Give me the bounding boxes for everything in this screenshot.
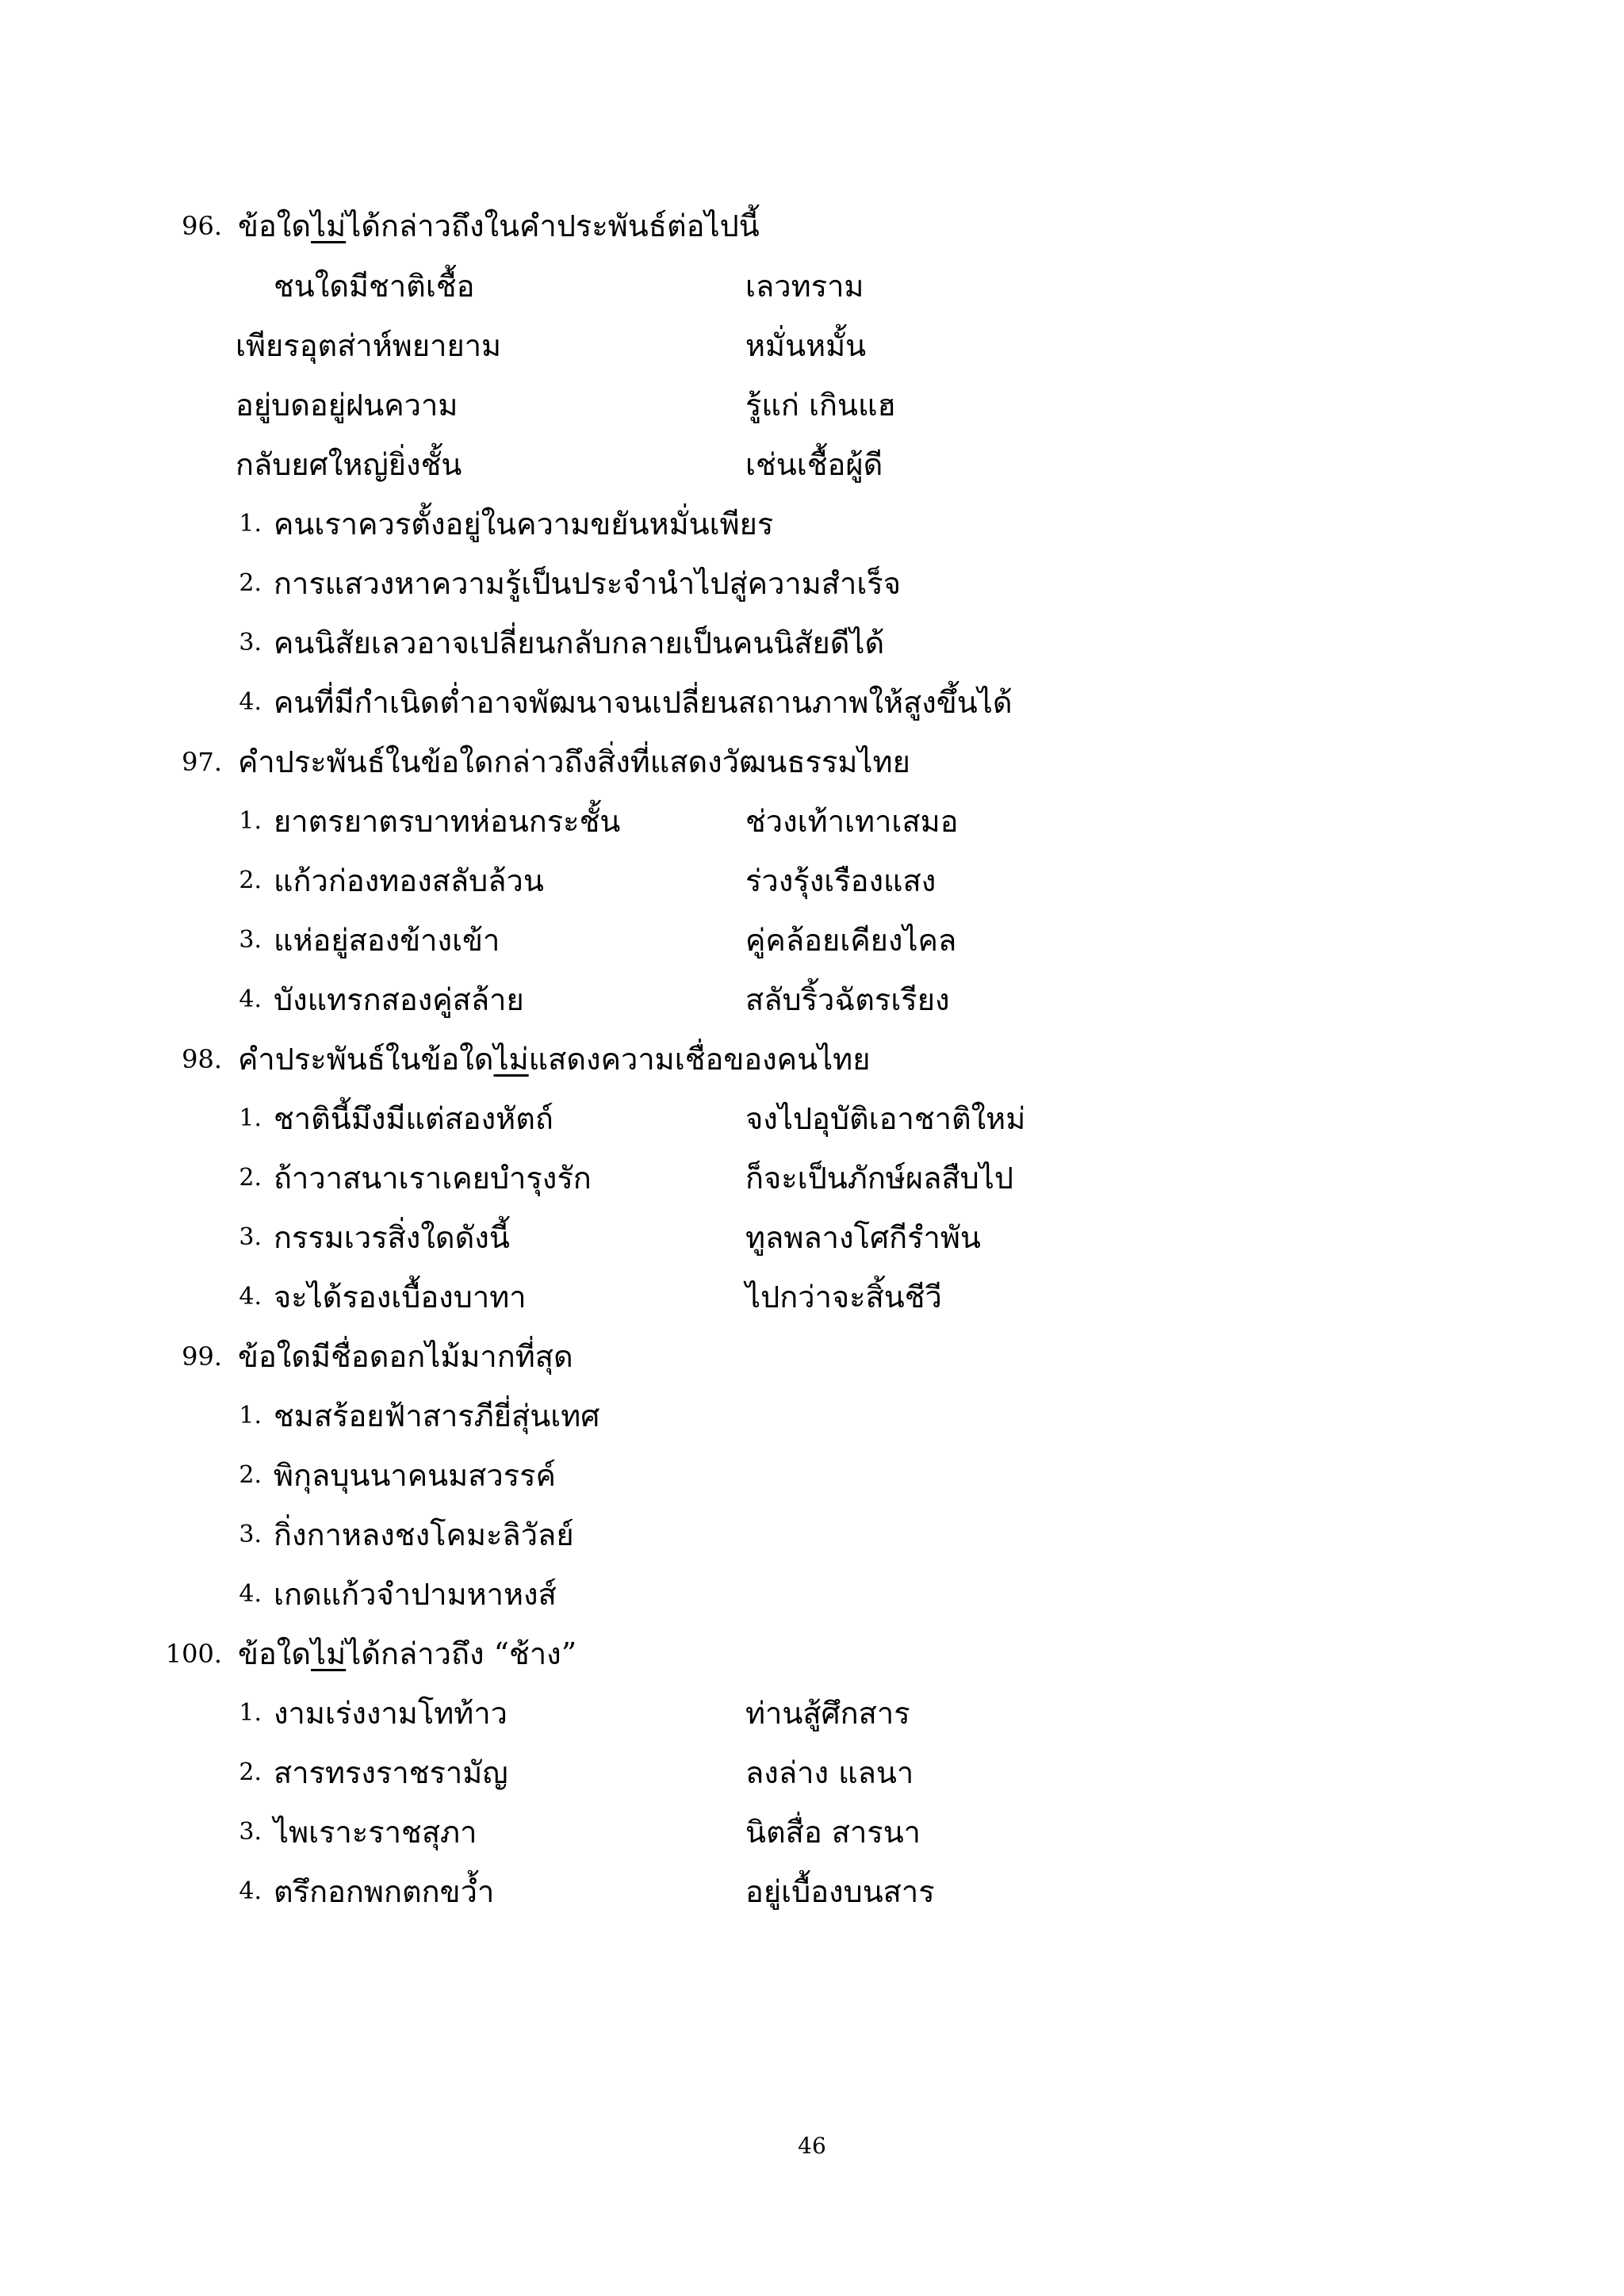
question-number: 98. (182, 1044, 222, 1074)
document-page: 96. ข้อใดไม่ได้กล่าวถึงในคำประพันธ์ต่อไปนี้ ชนใดมีชาติเชื้อ เลวทราม เพียรอุตส่าห์พยายาม หมั่นหมั้น อยู่บดอยู่ฝนความ รู้แก่ เกินแฮ กลับยศใหญ่ยิ่งชั้น เช่นเชื้อผู้ดี 1. คนเราควรตั้งอยู่ในความขยันหมั่นเพียร 2. การแสวงหาความรู้เป็นประจำนำไปสู่ความสำเร็จ 3. คนนิสัยเลวอาจเปลี่ยนกลับกลายเป็นคนนิสัยดีได้ 4. คนที่มีกำเนิดต่ำอาจพัฒนาจนเปลี่ยนสถานภาพให้สูงขึ้นได้ 97. คำประพันธ์ในข้อใดกล่าวถึงสิ่งที่แสดงวัฒนธรรมไทย 1. ยาตรยาตรบาทห่อนกระชั้น ช่วงเท้าเทาเสมอ 2. แก้วก่องทองสลับล้วน ร่วงรุ้งเรืองแสง 3. แห่อยู่สองข้างเข้า คู่คล้อยเคียงไคล 4. บังแทรกสองคู่สล้าย สลับริ้วฉัตรเรียง 98. คำประพันธ์ในข้อใดไม่แสดงความเชื่อของคนไทย 1. ชาตินี้มึงมีแต่สองหัตถ์ จงไปอุบัติเอาชาติใหม่ 2. ถ้าวาสนาเราเคยบำรุงรัก ก็จะเป็นภักษ์ผลสืบไป 3. กรรมเวรสิ่งใดดังนี้ ทูลพลางโศกีรำพัน 4. จะได้รองเบื้องบาทา ไปกว่าจะสิ้นชีวี 99. ข้อใดมีชื่อดอกไม้มากที่สุด 1. ชมสร้อยฟ้าสารภียี่สุ่นเทศ 2. พิกุลบุนนาคนมสวรรค์ 3. กิ่งกาหลงชงโคมะลิวัลย์ 4. เกดแก้วจำปามหาหงส์ 100. ข้อใดไม่ได้กล่าวถึง “ช้าง” 1. งามเร่งงามโทท้าว ท่านสู้ศึกสาร 2. สารทรงราชรามัญ ลงล่าง แลนา 3. ไพเราะราชสุภา นิตสื่อ สารนา 4. ตรึกอกพกตกขว้ำ อยู่เบื้องบนสาร 46 (0, 0, 1624, 2296)
question-text: คำประพันธ์ในข้อใดกล่าวถึงสิ่งที่แสดงวัฒนธรรมไทย (238, 744, 910, 779)
question-number: 97. (182, 747, 222, 777)
question-text: ข้อใดไม่ได้กล่าวถึง “ช้าง” (238, 1636, 577, 1671)
question-number: 100. (165, 1639, 222, 1669)
question-text: คำประพันธ์ในข้อใดไม่แสดงความเชื่อของคนไทย (238, 1042, 871, 1077)
page-number: 46 (798, 2133, 826, 2159)
question-number: 96. (182, 211, 222, 241)
question-number: 99. (182, 1341, 222, 1372)
question-text: ข้อใดมีชื่อดอกไม้มากที่สุด (238, 1339, 573, 1374)
question-text: ข้อใดไม่ได้กล่าวถึงในคำประพันธ์ต่อไปนี้ (238, 209, 760, 243)
